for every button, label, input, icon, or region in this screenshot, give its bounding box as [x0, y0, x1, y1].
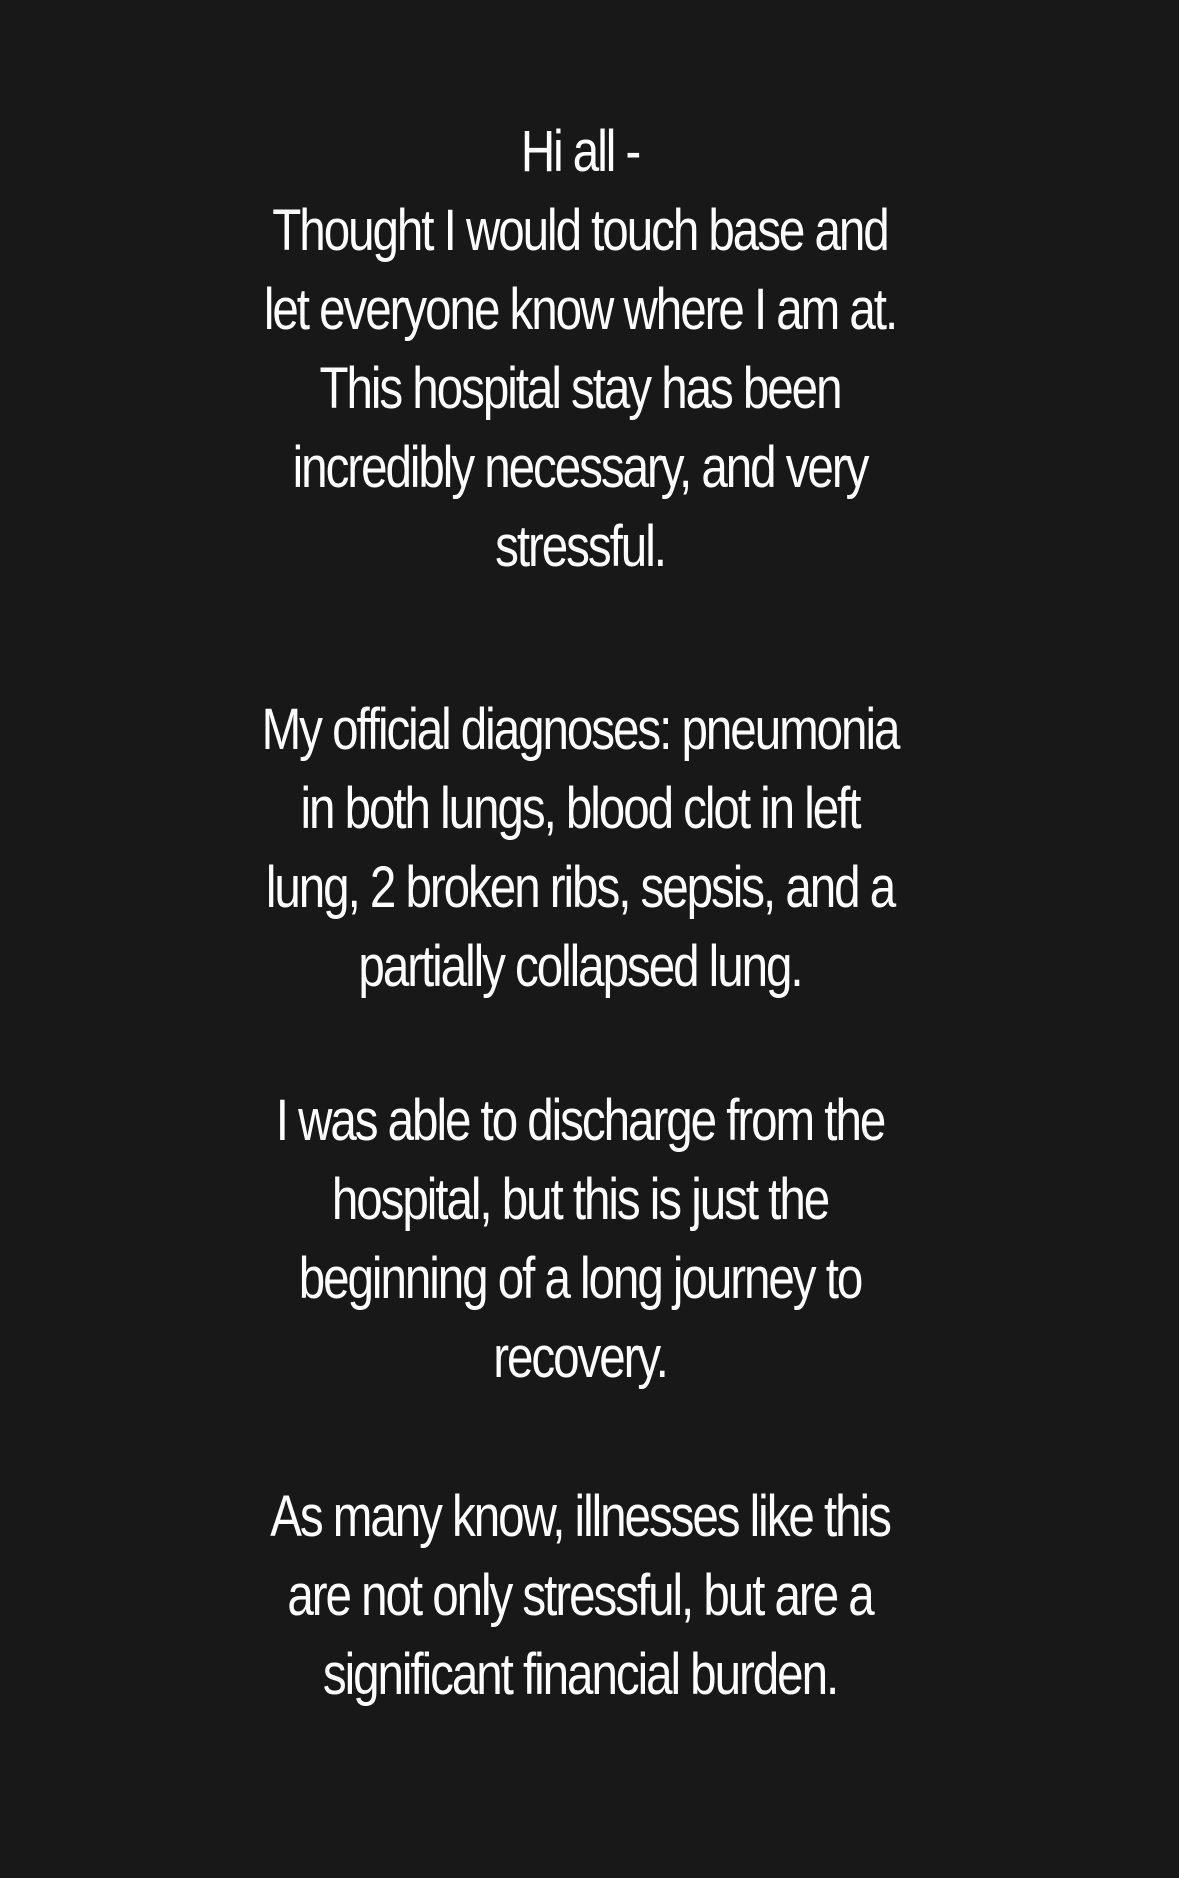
text-line: This hospital stay has been — [319, 356, 841, 421]
text-line: in both lungs, blood clot in left — [300, 776, 860, 841]
text-line: hospital, but this is just the — [331, 1167, 829, 1232]
text-line: incredibly necessary, and very — [292, 435, 868, 500]
paragraph-greeting — [252, 112, 908, 586]
text-line: stressful. — [495, 514, 665, 579]
text-line: partially collapsed lung. — [358, 934, 802, 999]
text-line: let everyone know where I am at. — [263, 277, 897, 342]
text-line: recovery. — [493, 1325, 667, 1390]
paragraph-financial — [252, 1477, 908, 1714]
paragraph-diagnoses — [252, 690, 908, 1006]
text-line: Hi all - — [520, 119, 640, 184]
text-line: My official diagnoses: pneumonia — [261, 697, 899, 762]
text-line: significant financial burden. — [322, 1642, 838, 1707]
text-line: I was able to discharge from the — [275, 1088, 885, 1153]
paragraph-discharge — [252, 1081, 908, 1397]
text-line: are not only stressful, but are a — [287, 1563, 873, 1628]
text-line: Thought I would touch base and — [272, 198, 888, 263]
text-line: lung, 2 broken ribs, sepsis, and a — [265, 855, 895, 920]
text-line: beginning of a long journey to — [298, 1246, 862, 1311]
text-line: As many know, illnesses like this — [270, 1484, 890, 1549]
